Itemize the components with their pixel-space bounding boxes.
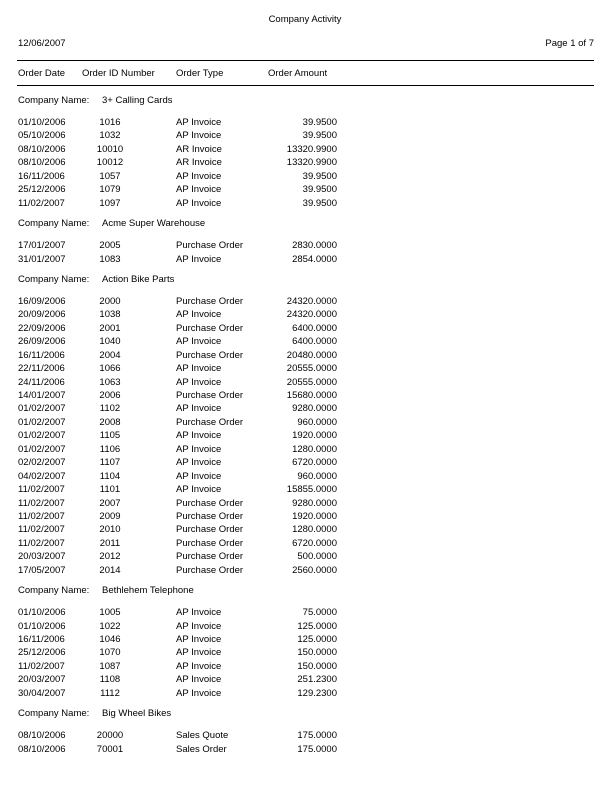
company-header xyxy=(0,95,610,107)
order-id-cell: 1104 xyxy=(99,470,121,482)
order-type-cell: AP Invoice xyxy=(176,130,222,142)
order-type-cell: Purchase Order xyxy=(176,510,244,522)
order-id-cell: 1083 xyxy=(99,253,121,265)
order-amount-cell: 2854.0000 xyxy=(292,253,337,265)
order-date-cell: 05/10/2006 xyxy=(18,130,66,142)
order-type-cell: Purchase Order xyxy=(176,390,244,401)
order-row xyxy=(0,295,610,308)
column-header-order-id: Order ID Number xyxy=(82,68,155,79)
order-type-cell: AP Invoice xyxy=(176,687,222,699)
order-row xyxy=(0,443,610,456)
order-row xyxy=(0,183,610,196)
order-type-cell: Purchase Order xyxy=(176,416,244,428)
order-date-cell: 16/11/2006 xyxy=(18,349,65,361)
order-id-cell: 1005 xyxy=(99,607,121,619)
order-type-cell: AP Invoice xyxy=(176,376,222,388)
order-type-cell: AR Invoice xyxy=(176,143,222,155)
order-type-cell: AP Invoice xyxy=(176,184,222,196)
order-amount-cell: 9280.0000 xyxy=(292,403,337,415)
order-row xyxy=(0,322,610,335)
report-date: 12/06/2007 xyxy=(18,38,66,49)
company-header xyxy=(0,218,610,230)
order-id-cell: 1105 xyxy=(99,430,121,442)
order-amount-cell: 1920.0000 xyxy=(292,510,337,522)
order-amount-cell: 6400.0000 xyxy=(292,322,337,334)
order-amount-cell: 9280.0000 xyxy=(292,497,337,509)
order-type-cell: AP Invoice xyxy=(176,484,222,496)
order-type-cell: AP Invoice xyxy=(176,443,222,455)
order-row xyxy=(0,376,610,389)
order-amount-cell: 175.0000 xyxy=(297,730,337,742)
company-name: Acme Super Warehouse xyxy=(102,218,206,230)
order-row xyxy=(0,470,610,483)
order-id-cell: 2014 xyxy=(99,564,121,576)
order-date-cell: 16/09/2006 xyxy=(18,295,66,307)
order-date-cell: 26/09/2006 xyxy=(18,336,66,348)
order-id-cell: 1112 xyxy=(100,687,120,699)
company-name: 3+ Calling Cards xyxy=(102,95,173,106)
order-type-cell: AP Invoice xyxy=(176,336,222,348)
order-amount-cell: 20555.0000 xyxy=(286,376,337,388)
order-date-cell: 04/02/2007 xyxy=(18,470,66,482)
order-rows xyxy=(0,116,610,210)
order-id-cell: 2008 xyxy=(99,416,121,428)
order-id-cell: 2006 xyxy=(99,390,121,401)
order-date-cell: 11/02/2007 xyxy=(18,510,65,522)
header-rule-bottom xyxy=(17,85,594,86)
order-id-cell: 10012 xyxy=(96,157,124,169)
column-header-order-type: Order Type xyxy=(176,68,224,79)
order-id-cell: 10010 xyxy=(96,143,124,155)
order-amount-cell: 2830.0000 xyxy=(292,240,337,252)
column-header-order-amount: Order Amount xyxy=(268,68,328,79)
order-date-cell: 20/09/2006 xyxy=(18,309,66,321)
order-date-cell: 11/02/2007 xyxy=(18,524,65,536)
order-date-cell: 20/03/2007 xyxy=(18,551,66,563)
company-name-label: Company Name: xyxy=(18,708,90,720)
order-amount-cell: 251.2300 xyxy=(297,674,337,686)
order-row xyxy=(0,349,610,362)
order-row xyxy=(0,729,610,742)
company-name: Big Wheel Bikes xyxy=(102,708,172,720)
company-name-label: Company Name: xyxy=(18,218,90,230)
order-date-cell: 01/02/2007 xyxy=(18,416,66,428)
order-amount-cell: 150.0000 xyxy=(297,660,337,672)
order-date-cell: 11/02/2007 xyxy=(18,484,65,496)
order-amount-cell: 150.0000 xyxy=(297,647,337,659)
company-name-label: Company Name: xyxy=(18,585,90,597)
order-rows xyxy=(0,729,610,756)
order-id-cell: 1070 xyxy=(99,647,121,659)
order-date-cell: 01/02/2007 xyxy=(18,430,66,442)
order-date-cell: 11/02/2007 xyxy=(18,537,65,549)
order-amount-cell: 15680.0000 xyxy=(286,390,337,401)
order-id-cell: 2001 xyxy=(99,322,121,334)
order-id-cell: 1079 xyxy=(99,184,121,196)
report-title: Company Activity xyxy=(268,14,342,25)
order-amount-cell: 960.0000 xyxy=(297,470,337,482)
company-group xyxy=(0,708,610,756)
order-row xyxy=(0,606,610,619)
order-type-cell: Purchase Order xyxy=(176,551,244,563)
order-date-cell: 22/11/2006 xyxy=(18,363,65,375)
order-date-cell: 16/11/2006 xyxy=(18,170,65,182)
order-id-cell: 1038 xyxy=(99,309,121,321)
company-header xyxy=(0,274,610,286)
order-date-cell: 01/10/2006 xyxy=(18,607,66,619)
order-row xyxy=(0,116,610,129)
order-type-cell: Purchase Order xyxy=(176,322,244,334)
order-date-cell: 01/10/2006 xyxy=(18,620,66,632)
company-group xyxy=(0,274,610,577)
order-date-cell: 30/04/2007 xyxy=(18,687,66,699)
order-date-cell: 31/01/2007 xyxy=(18,253,66,265)
company-group xyxy=(0,95,610,210)
order-type-cell: AP Invoice xyxy=(176,117,222,128)
order-date-cell: 02/02/2007 xyxy=(18,457,66,469)
order-id-cell: 2009 xyxy=(99,510,121,522)
order-id-cell: 1087 xyxy=(99,660,121,672)
order-amount-cell: 24320.0000 xyxy=(286,295,337,307)
order-amount-cell: 75.0000 xyxy=(302,607,337,619)
order-type-cell: AP Invoice xyxy=(176,457,222,469)
order-type-cell: Purchase Order xyxy=(176,295,244,307)
order-date-cell: 08/10/2006 xyxy=(18,143,66,155)
order-amount-cell: 6720.0000 xyxy=(292,537,337,549)
order-row xyxy=(0,687,610,700)
order-date-cell: 11/02/2007 xyxy=(18,660,65,672)
company-group xyxy=(0,218,610,266)
order-row xyxy=(0,483,610,496)
company-name: Bethlehem Telephone xyxy=(102,585,194,597)
order-row xyxy=(0,389,610,402)
order-id-cell: 1063 xyxy=(99,376,121,388)
company-name-label: Company Name: xyxy=(18,95,90,106)
order-amount-cell: 39.9500 xyxy=(302,170,337,182)
order-row xyxy=(0,550,610,563)
order-id-cell: 2000 xyxy=(99,295,121,307)
order-type-cell: AP Invoice xyxy=(176,430,222,442)
order-row xyxy=(0,633,610,646)
order-type-cell: AR Invoice xyxy=(176,157,222,169)
order-amount-cell: 1280.0000 xyxy=(292,524,337,536)
order-id-cell: 1066 xyxy=(99,363,121,375)
order-id-cell: 1106 xyxy=(99,443,121,455)
order-id-cell: 1022 xyxy=(99,620,121,632)
order-row xyxy=(0,308,610,321)
order-date-cell: 24/11/2006 xyxy=(18,376,65,388)
order-amount-cell: 2560.0000 xyxy=(292,564,337,576)
order-rows xyxy=(0,295,610,577)
order-type-cell: Purchase Order xyxy=(176,537,244,549)
order-date-cell: 14/01/2007 xyxy=(18,390,66,401)
order-id-cell: 1102 xyxy=(99,403,121,415)
report-body xyxy=(0,95,610,764)
order-type-cell: AP Invoice xyxy=(176,634,222,645)
order-date-cell: 01/02/2007 xyxy=(18,443,66,455)
order-row xyxy=(0,620,610,633)
order-row xyxy=(0,143,610,156)
order-type-cell: AP Invoice xyxy=(176,309,222,321)
order-amount-cell: 125.0000 xyxy=(297,620,337,632)
order-id-cell: 1040 xyxy=(99,336,121,348)
order-amount-cell: 129.2300 xyxy=(297,687,337,699)
order-id-cell: 2010 xyxy=(99,524,121,536)
order-amount-cell: 39.9500 xyxy=(302,130,337,142)
company-header xyxy=(0,708,610,720)
order-date-cell: 11/02/2007 xyxy=(18,197,65,209)
order-row xyxy=(0,335,610,348)
order-date-cell: 25/12/2006 xyxy=(18,647,66,659)
order-row xyxy=(0,253,610,266)
order-type-cell: AP Invoice xyxy=(176,197,222,209)
order-row xyxy=(0,129,610,142)
order-row xyxy=(0,537,610,550)
order-type-cell: AP Invoice xyxy=(176,647,222,659)
order-id-cell: 2004 xyxy=(99,349,121,361)
order-type-cell: Purchase Order xyxy=(176,497,244,509)
order-type-cell: Purchase Order xyxy=(176,240,244,252)
order-type-cell: AP Invoice xyxy=(176,403,222,415)
order-type-cell: AP Invoice xyxy=(176,620,222,632)
order-amount-cell: 13320.9900 xyxy=(286,157,337,169)
order-date-cell: 01/10/2006 xyxy=(18,117,66,128)
order-id-cell: 70001 xyxy=(96,743,124,755)
order-row xyxy=(0,416,610,429)
order-rows xyxy=(0,606,610,700)
company-name-label: Company Name: xyxy=(18,273,90,285)
order-row xyxy=(0,402,610,415)
order-date-cell: 17/01/2007 xyxy=(18,240,66,252)
order-row xyxy=(0,510,610,523)
order-id-cell: 1107 xyxy=(99,457,121,469)
order-row xyxy=(0,523,610,536)
order-row xyxy=(0,564,610,577)
order-amount-cell: 39.9500 xyxy=(302,197,337,209)
order-amount-cell: 13320.9900 xyxy=(286,143,337,155)
order-date-cell: 22/09/2006 xyxy=(18,322,66,334)
order-id-cell: 1032 xyxy=(99,130,121,142)
order-date-cell: 08/10/2006 xyxy=(18,730,66,742)
order-id-cell: 1097 xyxy=(99,197,121,209)
order-row xyxy=(0,660,610,673)
order-row xyxy=(0,743,610,756)
order-type-cell: Sales Quote xyxy=(176,730,229,742)
order-row xyxy=(0,197,610,210)
order-id-cell: 1101 xyxy=(99,484,121,496)
order-amount-cell: 175.0000 xyxy=(297,743,337,755)
company-group xyxy=(0,585,610,700)
order-type-cell: AP Invoice xyxy=(176,674,222,686)
order-type-cell: AP Invoice xyxy=(176,660,222,672)
order-date-cell: 11/02/2007 xyxy=(18,497,65,509)
order-type-cell: AP Invoice xyxy=(176,470,222,482)
order-id-cell: 1016 xyxy=(99,117,121,128)
order-date-cell: 20/03/2007 xyxy=(18,674,66,686)
order-amount-cell: 500.0000 xyxy=(297,551,337,563)
order-amount-cell: 39.9500 xyxy=(302,184,337,196)
order-type-cell: Purchase Order xyxy=(176,524,244,536)
order-row xyxy=(0,673,610,686)
order-row xyxy=(0,239,610,252)
order-type-cell: Purchase Order xyxy=(176,564,244,576)
order-row xyxy=(0,497,610,510)
order-amount-cell: 20480.0000 xyxy=(286,349,337,361)
order-amount-cell: 1920.0000 xyxy=(292,430,337,442)
order-amount-cell: 125.0000 xyxy=(297,634,337,645)
order-id-cell: 1057 xyxy=(99,170,121,182)
order-amount-cell: 960.0000 xyxy=(297,416,337,428)
order-type-cell: Purchase Order xyxy=(176,349,244,361)
order-date-cell: 01/02/2007 xyxy=(18,403,66,415)
order-id-cell: 2011 xyxy=(99,537,121,549)
order-amount-cell: 15855.0000 xyxy=(286,484,337,496)
order-row xyxy=(0,170,610,183)
order-date-cell: 08/10/2006 xyxy=(18,743,66,755)
order-rows xyxy=(0,239,610,266)
order-id-cell: 20000 xyxy=(96,730,124,742)
order-amount-cell: 24320.0000 xyxy=(286,309,337,321)
header-rule-top xyxy=(17,60,594,61)
order-id-cell: 1108 xyxy=(99,674,121,686)
order-type-cell: AP Invoice xyxy=(176,607,222,619)
order-type-cell: AP Invoice xyxy=(176,170,222,182)
order-row xyxy=(0,156,610,169)
order-amount-cell: 20555.0000 xyxy=(286,363,337,375)
order-id-cell: 2007 xyxy=(99,497,121,509)
company-header xyxy=(0,585,610,597)
order-id-cell: 1046 xyxy=(99,634,121,645)
order-row xyxy=(0,646,610,659)
order-amount-cell: 39.9500 xyxy=(302,117,337,128)
column-header-order-date: Order Date xyxy=(18,68,65,79)
order-id-cell: 2012 xyxy=(99,551,121,563)
order-amount-cell: 6400.0000 xyxy=(292,336,337,348)
order-amount-cell: 6720.0000 xyxy=(292,457,337,469)
page-indicator: Page 1 of 7 xyxy=(545,38,594,49)
order-date-cell: 25/12/2006 xyxy=(18,184,66,196)
company-name: Action Bike Parts xyxy=(102,273,175,285)
order-type-cell: AP Invoice xyxy=(176,253,222,265)
order-date-cell: 17/05/2007 xyxy=(18,564,66,576)
order-type-cell: Sales Order xyxy=(176,743,227,755)
order-row xyxy=(0,362,610,375)
order-row xyxy=(0,429,610,442)
order-date-cell: 08/10/2006 xyxy=(18,157,66,169)
order-row xyxy=(0,456,610,469)
order-type-cell: AP Invoice xyxy=(176,363,222,375)
order-date-cell: 16/11/2006 xyxy=(18,634,65,645)
order-amount-cell: 1280.0000 xyxy=(292,443,337,455)
order-id-cell: 2005 xyxy=(99,240,121,252)
